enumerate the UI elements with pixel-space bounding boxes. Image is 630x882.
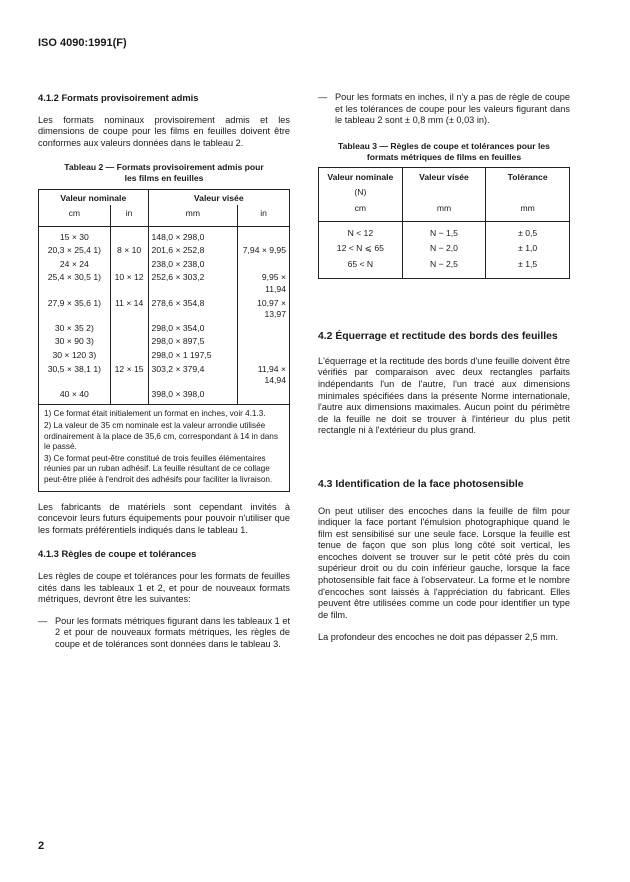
table-3-cell-nom: N < 12 — [319, 221, 403, 241]
table-3-cell-vis: N − 2,5 — [402, 257, 486, 279]
table-2-cell-in: 10 × 12 — [110, 271, 148, 296]
table-2-cell-in2 — [238, 349, 290, 363]
right-column — [318, 92, 570, 644]
table-3-cell-tol: ± 1,5 — [518, 258, 538, 269]
table-2-cell-cm: 30 × 120 3) — [39, 349, 111, 363]
table-3 — [318, 167, 570, 280]
table-2-cell-in — [110, 258, 148, 272]
table-3-unit-mm2: mm — [520, 202, 535, 213]
table-2-cell-mm: 148,0 × 298,0 — [148, 226, 238, 244]
table-3-caption-line1: Tableau 3 — Règles de coupe et tolérances pour les — [338, 140, 550, 151]
table-2-cell-mm: 298,0 × 897,5 — [148, 335, 238, 349]
table-2-caption-line2: les films en feuilles — [124, 173, 204, 184]
table-2-cell-in2 — [238, 388, 290, 405]
table-2-row — [39, 388, 290, 405]
after-table-paragraph: Les fabricants de matériels sont cependant invités à concevoir leurs futurs équipements pour pouvoir n'utiliser que les formats préférentiels indiqués dans le tableau 1. — [38, 501, 290, 535]
table-2-cell-cm: 30 × 90 3) — [39, 335, 111, 349]
table-2-cell-mm: 278,6 × 354,8 — [148, 297, 238, 322]
table-2-cell-in — [110, 335, 148, 349]
table-2-cell-cm: 15 × 30 — [39, 226, 111, 244]
table-3-head-tolerance: Tolérance — [507, 171, 548, 182]
table-2-row — [39, 349, 290, 363]
dash-bullet: — — [38, 615, 48, 626]
table-2-cell-in — [110, 349, 148, 363]
table-2-cell-cm: 40 × 40 — [39, 388, 111, 405]
table-2-cell-cm: 25,4 × 30,5 1) — [39, 271, 111, 296]
table-2-note-3: 3) Ce format peut-être constitué de trois feuilles élémentaires réunies par un ruban adhésif. La feuille résultant de ce collage peut-être pliée à l'endroit des adhésifs pour faciliter la livraison. — [44, 454, 273, 484]
table-2-unit-mm: mm — [148, 205, 238, 226]
table-2-row — [39, 226, 290, 244]
section-4-1-3-item-2-text: Pour les formats en inches, il n'y a pas de règle de coupe et les tolérances de coupe pour les valeurs figurant dans le tableau 2 sont ± 0,8 mm (± 0,03 in). — [335, 92, 570, 126]
table-2-cell-mm: 201,6 × 252,8 — [148, 244, 238, 258]
table-2-cell-in: 8 × 10 — [110, 244, 148, 258]
table-3-head-n: (N) — [354, 187, 367, 198]
table-2-head-nominal: Valeur nominale — [39, 190, 149, 205]
table-3-cell-vis: N − 2,0 — [402, 241, 486, 257]
section-4-3-title: 4.3 Identification de la face photosensible — [318, 479, 524, 490]
table-2-cell-in2 — [238, 258, 290, 272]
table-2-cell-in2: 11,94 × 14,94 — [257, 363, 286, 386]
table-2-row — [39, 297, 290, 322]
table-2-unit-cm: cm — [39, 205, 111, 226]
table-2-caption — [38, 162, 290, 184]
table-3-unit-mm1: mm — [402, 199, 486, 221]
table-2-cell-in2 — [238, 335, 290, 349]
table-2-cell-in2: 10,97 × 13,97 — [257, 297, 286, 320]
table-2-cell-in — [110, 388, 148, 405]
table-3-cell-nom: 65 < N — [319, 257, 403, 279]
document-header: ISO 4090:1991(F) — [38, 37, 127, 49]
table-2-row — [39, 335, 290, 349]
table-2-unit-in: in — [110, 205, 148, 226]
table-2-cell-mm: 238,0 × 238,0 — [148, 258, 238, 272]
table-3-caption-line2: formats métriques de films en feuilles — [366, 151, 522, 162]
table-2-cell-mm: 298,0 × 354,0 — [148, 322, 238, 336]
left-column — [38, 92, 290, 651]
section-4-3-body-1: On peut utiliser des encoches dans la feuille de film pour indiquer la face portant l'émulsion photographique quand le film est sensibilisé sur une seule face. Lorsque la feuille est tenue de façon que son plus long côté soit vertical, les encoches doivent se trouver sur le petit côté près du coin supérieur droit ou du coin inférieur gauche, lorsque la face photosensible fait face à l'observateur. La forme et le nombre d'encoches sont laissés à l'appréciation du fabricant. Elles peuvent être utilisées comme un code pour identifier un type de film. — [318, 505, 570, 620]
section-4-2-title: 4.2 Équerrage et rectitude des bords des feuilles — [318, 331, 558, 343]
table-2-note-2: 2) La valeur de 35 cm nominale est la valeur arrondie utilisée ordinairement à la place de 35,6 cm, correspondant à 14 in dans le passé. — [44, 421, 278, 451]
table-3-cell-nom: 12 < N ⩽ 65 — [319, 241, 403, 257]
section-4-1-2-body: Les formats nominaux provisoirement admis et les dimensions de coupe pour les films en feuilles doivent être conformes aux valeurs données dans le tableau 2. — [38, 114, 290, 148]
table-3-row — [319, 241, 570, 257]
table-3-cell-vis: N − 1,5 — [402, 221, 486, 241]
table-2-cell-cm: 24 × 24 — [39, 258, 111, 272]
table-2-cell-mm: 398,0 × 398,0 — [148, 388, 238, 405]
section-4-3-body-2: La profondeur des encoches ne doit pas dépasser 2,5 mm. — [318, 632, 559, 643]
table-2-cell-cm: 30 × 35 2) — [39, 322, 111, 336]
table-2-row — [39, 271, 290, 296]
table-2-row — [39, 322, 290, 336]
table-2-cell-mm: 303,2 × 379,4 — [148, 363, 238, 388]
table-2-cell-in2: 9,95 × 11,94 — [261, 272, 286, 294]
table-2-cell-in — [110, 322, 148, 336]
table-2-cell-in: 12 × 15 — [110, 363, 148, 388]
table-2-cell-cm: 27,9 × 35,6 1) — [39, 297, 111, 322]
section-4-1-3-body: Les règles de coupe et tolérances pour les formats de feuilles cités dans les tableaux 1 et 2, et pour de nouveaux formats métriques, devront être les suivantes: — [38, 571, 290, 605]
section-4-2-body: L'équerrage et la rectitude des bords d'une feuille doivent être vérifiés par comparaison avec deux rectangles parfaits indépendants l'un de l'autre, l'un tracé aux dimensions minimales spécifiées dans la présente Norme internationale, l'autre aux dimensions maximales. Aucun point du périmètre de la feuille ne doit se trouver à l'intérieur du plus petit rectangle ni à l'extérieur du plus grand. — [318, 355, 570, 436]
section-4-1-3-item-2 — [318, 92, 570, 127]
table-3-row — [319, 221, 570, 241]
table-2-note-1: 1) Ce format était initialement un format en inches, voir 4.1.3. — [44, 409, 266, 419]
table-2-cell-mm: 298,0 × 1 197,5 — [148, 349, 238, 363]
table-2-cell-in2: 7,94 × 9,95 — [242, 245, 286, 256]
table-3-caption — [318, 141, 570, 163]
table-2-row — [39, 244, 290, 258]
table-3-cell-tol: ± 0,5 — [518, 227, 538, 238]
table-2-cell-cm: 30,5 × 38,1 1) — [39, 363, 111, 388]
section-4-1-3-item-1-text: Pour les formats métriques figurant dans les tableaux 1 et 2 et pour de nouveaux formats métriques, les règles de coupe et de tolérances sont données dans le tableau 3. — [55, 615, 290, 650]
section-4-1-2-title: 4.1.2 Formats provisoirement admis — [38, 92, 199, 103]
table-2-row — [39, 258, 290, 272]
table-3-row — [319, 257, 570, 279]
page-number: 2 — [38, 840, 45, 852]
table-3-head-nominal-label: Valeur nominale — [327, 171, 394, 182]
table-3-unit-cm: cm — [319, 199, 403, 221]
table-2-cell-mm: 252,6 × 303,2 — [148, 271, 238, 296]
dash-bullet: — — [318, 92, 328, 102]
table-2-cell-in2 — [238, 322, 290, 336]
section-4-1-3-title: 4.1.3 Règles de coupe et tolérances — [38, 548, 197, 560]
table-2-cell-in — [110, 226, 148, 244]
table-3-head-visee: Valeur visée — [402, 167, 486, 199]
table-2-notes — [39, 405, 290, 491]
table-2-cell-cm: 20,3 × 25,4 1) — [39, 244, 111, 258]
table-2-cell-in2 — [238, 226, 290, 244]
table-2 — [38, 189, 290, 491]
table-2-unit-in2: in — [260, 207, 267, 218]
table-2-row — [39, 363, 290, 388]
table-2-caption-line1: Tableau 2 — Formats provisoirement admis pour — [64, 162, 264, 173]
table-3-head-nominal — [319, 167, 403, 199]
table-2-cell-in: 11 × 14 — [110, 297, 148, 322]
table-3-cell-tol: ± 1,0 — [518, 243, 538, 254]
section-4-1-3-item-1 — [38, 616, 290, 651]
table-2-head-visee: Valeur visée — [193, 193, 244, 204]
